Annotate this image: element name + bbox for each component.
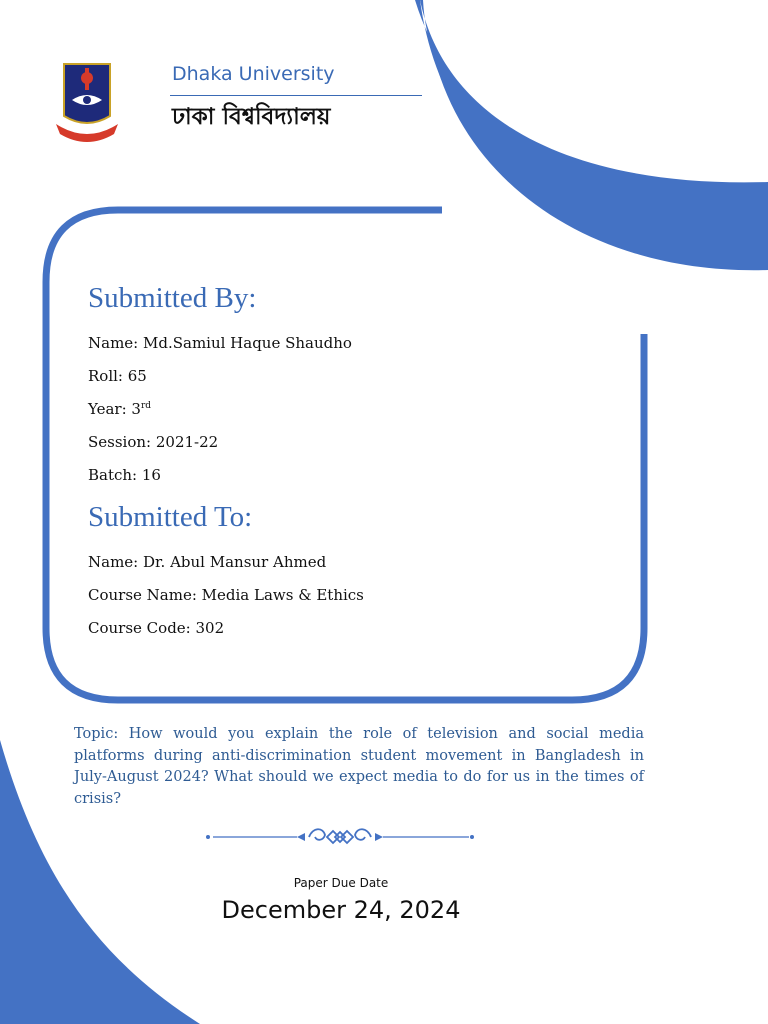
submitted-by-heading: Submitted By: [88,282,257,314]
due-date-label: Paper Due Date [293,876,389,890]
student-session: Session: 2021-22 [88,433,219,451]
student-roll: Roll: 65 [88,367,147,385]
course-code: Course Code: 302 [88,619,225,637]
submitted-to-heading: Submitted To: [88,501,253,533]
student-batch: Batch: 16 [88,466,161,484]
student-year [88,400,151,418]
university-name-bengali: ঢাকা বিশ্ববিদ্যালয় [172,104,331,130]
student-year-suffix: rd [140,401,152,411]
university-name-english: Dhaka University [172,63,335,85]
dhaka-university-crest-icon [54,60,120,142]
top-right-arc-fill [420,0,768,270]
student-name: Name: Md.Samiul Haque Shaudho [88,334,352,352]
header-rule [170,95,422,96]
due-date-value: December 24, 2024 [221,896,461,924]
topic-text: Topic: How would you explain the role of television and social media platforms during anti-discrimination student movement in Bangladesh in July-August 2024? What should we expect media to do for us in the times of crisis? [74,726,644,807]
course-name: Course Name: Media Laws & Ethics [88,586,364,604]
student-year-value: Year: 3 [88,400,141,418]
ornament-divider-icon [205,823,475,851]
teacher-name: Name: Dr. Abul Mansur Ahmed [88,553,327,571]
